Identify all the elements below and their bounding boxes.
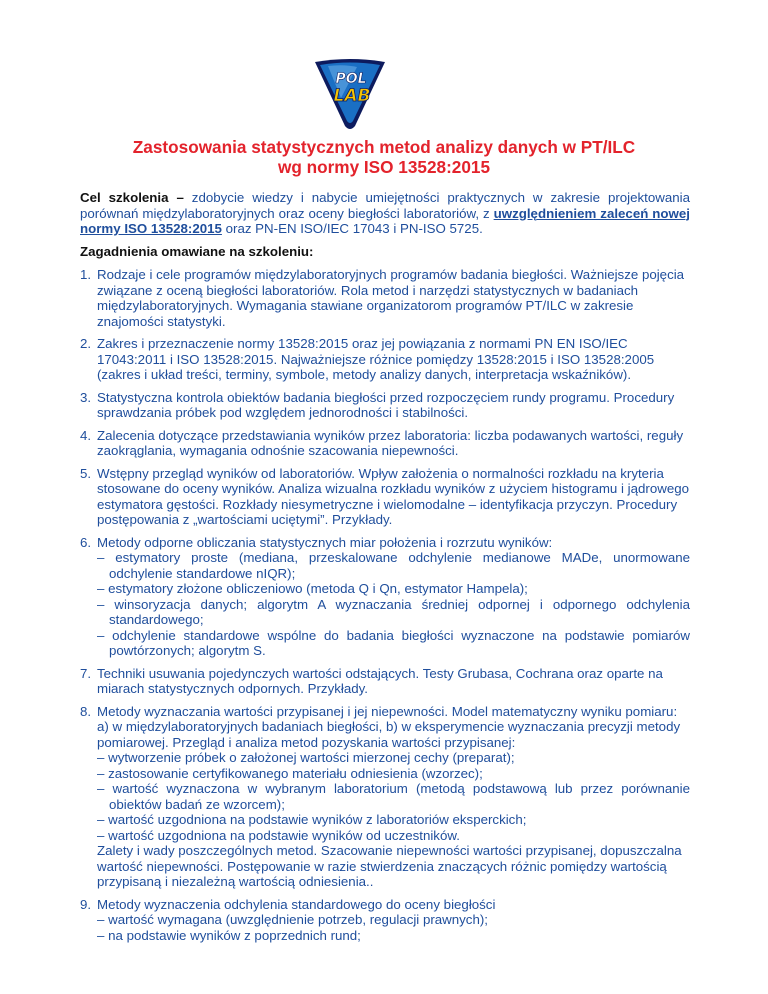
document-title [80,137,688,177]
topic-item [80,428,690,459]
topic-subpoint: – wartość wymagana (uwzględnienie potrzeb, regulacji prawnych); [97,912,488,927]
topic-number: 2. [80,336,92,351]
training-goal-text-2: oraz PN-EN ISO/IEC 17043 i PN-ISO 5725. [221,221,483,236]
topic-number: 3. [80,389,92,405]
topic-subpoint: – estymatory złożone obliczeniowo (metoda Q i Qn, estymator Hampela); [97,581,528,596]
topic-number: 1. [80,267,92,282]
topic-subpoint: – wartość uzgodniona na podstawie wyników od uczestników. [97,827,460,843]
topic-subpoint: – wartość uzgodniona na podstawie wyników z laboratoriów eksperckich; [97,812,527,827]
training-goal-label: Cel szkolenia – [80,190,184,205]
topic-subpoint: – wytworzenie próbek o założonej wartości mierzonej cechy (preparat); [97,750,515,765]
topic-text: Zakres i przeznaczenie normy 13528:2015 oraz jej powiązania z normami PN EN ISO/IEC 17043:2011 i ISO 13528:2015. Najważniejsze różnice pomiędzy 13528:2015 i ISO 13528:2005 (zakres i układ treści, terminy, symbole, metody analizy danych, interpretacja wskaźników). [97,336,655,382]
topic-number: 9. [80,896,92,912]
topic-subpoint: – na podstawie wyników z poprzednich rund; [97,927,361,943]
topic-item [80,666,690,697]
topic-number: 5. [80,465,92,481]
topic-number: 6. [80,534,92,550]
topic-item [80,267,690,329]
training-goal-text-1: zdobycie wiedzy i nabycie umiejętności praktycznych w zakresie projektowania porównań międzylaboratoryjnych oraz oceny biegłości laboratoriów, z [80,190,690,221]
topic-item [80,704,690,890]
topic-item [80,390,690,421]
logo-text-bottom: LAB [333,86,371,106]
title-line-1: Zastosowania statystycznych metod analizy danych w PT/ILC [132,137,636,157]
topic-subpoint: – odchylenie standardowe wspólne do badania biegłości wyznaczone na podstawie pomiarów powtórzonych; algorytm S. [97,627,690,658]
topic-item [80,535,690,659]
topic-text: Zalecenia dotyczące przedstawiania wyników przez laboratoria: liczba podawanych wartości, reguły zaokrąglania, wymagania odnośnie szacowania niepewności. [97,427,684,458]
topic-subpoint: – zastosowanie certyfikowanego materiału odniesienia (wzorzec); [97,765,483,781]
topics-heading: Zagadnienia omawiane na szkoleniu: [80,243,314,259]
topic-subpoint: – winsoryzacja danych; algorytm A wyznaczania średniej odpornej i odpornego odchylenia standardowego; [97,596,690,627]
pollab-logo [311,58,389,130]
document-body [80,190,690,950]
topic-text: Metody wyznaczenia odchylenia standardowego do oceny biegłości [97,896,496,912]
topic-item [80,466,690,528]
topic-number: 7. [80,665,92,681]
topic-text: Metody odporne obliczania statystycznych miar położenia i rozrzutu wyników: [97,534,553,550]
topic-text: Rodzaje i cele programów międzylaboratoryjnych programów badania biegłości. Ważniejsze pojęcia związane z oceną biegłości laboratoriów. Rola metod i narzędzi statystycznych w badaniach międzylaboratoryjnych. Wymagania stawiane organizatorom programów PT/ILC w zakresie znajomości statystyki. [97,267,685,329]
topic-item [80,897,690,944]
topic-text: Wstępny przegląd wyników od laboratoriów. Wpływ założenia o normalności rozkładu na kryteria stosowane do oceny wyników. Analiza wizualna rozkładu wyników z użyciem histogramu i jądrowego estymatora gęstości. Rozkłady niesymetryczne i wielomodalne – identyfikacja przyczyn. Procedury postępowania z „wartościami uciętymi”. Przykłady. [97,465,690,527]
logo-text-top: POL [335,71,367,87]
title-line-2: wg normy ISO 13528:2015 [277,157,491,177]
training-goal-emphasis: uwzględnieniem zaleceń nowej normy ISO 13528:2015 [80,205,690,236]
topic-text-tail: Zalety i wady poszczególnych metod. Szacowanie niepewności wartości przypisanej, dopuszczalna wartość niepewności. Postępowanie w razie stwierdzenia znaczących różnic pomiędzy wartością przypisaną i niezależną wartością odniesienia.. [97,843,682,889]
topic-text: Techniki usuwania pojedynczych wartości odstających. Testy Grubasa, Cochrana oraz oparte na miarach statystycznych odpornych. Przykłady. [97,665,663,696]
topic-item [80,336,690,383]
topics-list [80,267,690,943]
topic-text: Metody wyznaczania wartości przypisanej i jej niepewności. Model matematyczny wyniku pomiaru: a) w międzylaboratoryjnych badaniach biegłości, b) w eksperymencie wyznaczania precyzji metody pomiarowej. Przegląd i analiza metod pozyskania wartości przypisanej: [97,703,681,750]
topic-subpoint: – estymatory proste (mediana, przeskalowane odchylenie medianowe MADe, unormowane odchylenie standardowe nIQR); [97,550,690,581]
training-goal [80,190,690,237]
topic-number: 8. [80,703,92,719]
topic-number: 4. [80,427,92,443]
topic-text: Statystyczna kontrola obiektów badania biegłości przed rozpoczęciem rundy programu. Procedury sprawdzania próbek pod względem jednorodności i stabilności. [97,389,675,420]
topic-subpoint: – wartość wyznaczona w wybranym laboratorium (metodą podstawową lub przez porównanie obiektów badań ze wzorcem); [97,781,690,812]
